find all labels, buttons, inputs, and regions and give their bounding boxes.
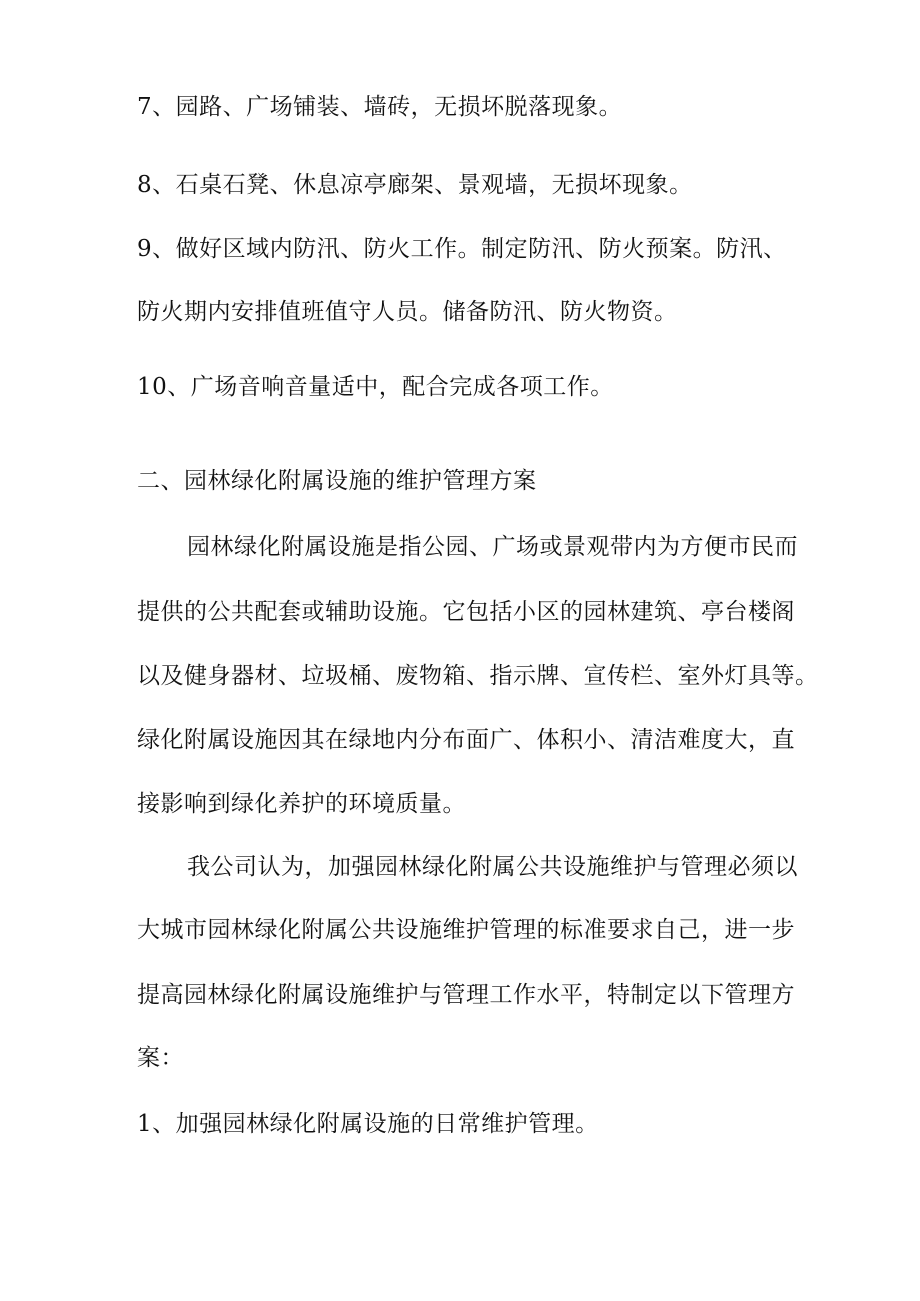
paragraph-2-line-4: 案： — [137, 1045, 184, 1071]
paragraph-1-line-4: 绿化附属设施因其在绿地内分布面广、体积小、清洁难度大，直 — [137, 727, 795, 753]
paragraph-1-line-2: 提供的公共配套或辅助设施。它包括小区的园林建筑、亭台楼阁 — [137, 599, 795, 625]
paragraph-1-line-1: 园林绿化附属设施是指公园、广场或景观带内为方便市民而 — [187, 534, 798, 560]
subheading-1: 1、加强园林绿化附属设施的日常维护管理。 — [137, 1111, 599, 1137]
section-heading: 二、园林绿化附属设施的维护管理方案 — [137, 468, 537, 494]
list-item-7: 7、园路、广场铺装、墙砖，无损坏脱落现象。 — [137, 94, 623, 120]
paragraph-2-line-3: 提高园林绿化附属设施维护与管理工作水平，特制定以下管理方 — [137, 982, 795, 1008]
paragraph-1-line-3: 以及健身器材、垃圾桶、废物箱、指示牌、宣传栏、室外灯具等。 — [137, 663, 819, 689]
list-item-9-line-1: 9、做好区域内防汛、防火工作。制定防汛、防火预案。防汛、 — [137, 236, 787, 262]
paragraph-2-line-2: 大城市园林绿化附属公共设施维护管理的标准要求自己，进一步 — [137, 917, 795, 943]
list-item-9-line-2: 防火期内安排值班值守人员。储备防汛、防火物资。 — [137, 299, 678, 325]
paragraph-2-line-1: 我公司认为，加强园林绿化附属公共设施维护与管理必须以 — [187, 854, 798, 880]
list-item-10: 10、广场音响音量适中，配合完成各项工作。 — [137, 374, 614, 400]
paragraph-1-line-5: 接影响到绿化养护的环境质量。 — [137, 791, 466, 817]
list-item-8: 8、石桌石凳、休息凉亭廊架、景观墙，无损坏现象。 — [137, 172, 693, 198]
